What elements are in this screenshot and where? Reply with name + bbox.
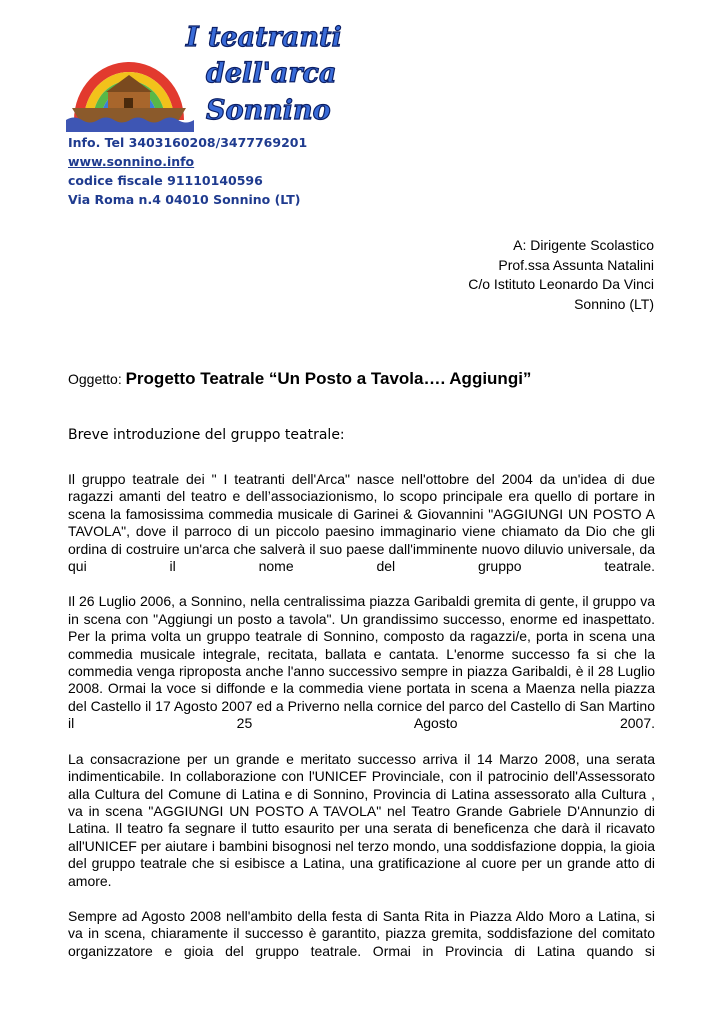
rainbow-ark-icon: [66, 62, 194, 132]
website-link[interactable]: www.sonnino.info: [68, 154, 195, 169]
contact-fiscal-code: codice fiscale 91110140596: [68, 173, 263, 188]
recipient-line: Sonnino (LT): [574, 295, 654, 312]
body-paragraph: Sempre ad Agosto 2008 nell'ambito della festa di Santa Rita in Piazza Aldo Moro a Latina, si va in scena, chiaramente il successo è garantito, piazza gremita, soddisfazione del comitato organizzatore e gioia del gruppo teatrale. Ormai in Provincia di Latina quando si: [68, 907, 655, 959]
recipient-line: Prof.ssa Assunta Natalini: [498, 256, 654, 273]
logo-line-1: I teatranti: [186, 22, 342, 53]
logo: [66, 20, 356, 132]
logo-line-2: dell'arca: [206, 58, 337, 89]
subject-line: [68, 369, 531, 389]
recipient-line: C/o Istituto Leonardo Da Vinci: [468, 276, 654, 292]
body-paragraph: La consacrazione per un grande e meritato successo arriva il 14 Marzo 2008, una serata indimenticabile. In collaborazione con l'UNICEF Provinciale, con il patrocinio dell'Assessorato alla Cultura del Comune di Latina e di Sonnino, Provincia di Latina assessorato alla Cultura , va in scena "AGGIUNGI UN POSTO A TAVOLA" nel Teatro Grande Gabriele D'Annunzio di Latina. Il teatro fa segnare il tutto esaurito per una serata di beneficenza che darà il ricavato all'UNICEF per aiutare i bambini bisognosi nel terzo mondo, una soddisfazione doppia, la gioia del gruppo teatrale che si esibisce a Latina, una gratificazione al cuore per un grande atto di amore.: [68, 750, 655, 889]
subject-title: Progetto Teatrale “Un Posto a Tavola…. Aggiungi”: [125, 369, 532, 388]
body-paragraph: Il 26 Luglio 2006, a Sonnino, nella centralissima piazza Garibaldi gremita di gente, il gruppo va in scena con "Aggiungi un posto a tavola". Un grandissimo successo, enorme ed inaspettato. Per la prima volta un gruppo teatrale di Sonnino, composto da ragazzi/e, porta in scena una commedia musicale integrale, recitata, ballata e cantata. L'enorme successo fa si che la commedia venga riproposta anche l'anno successivo sempre in piazza Garibaldi, è il 28 Luglio 2008. Ormai la voce si diffonde e la commedia viene portata in scena a Maenza nella piazza del Castello il 17 Agosto 2007 ed a Priverno nella cornice del parco del Castello di San Martino il 25 Agosto 2007.: [68, 593, 655, 732]
contact-block: [68, 133, 307, 209]
recipient-line: A: Dirigente Scolastico: [513, 237, 654, 253]
recipient-block: [468, 236, 654, 314]
contact-phone: Info. Tel 3403160208/3477769201: [68, 135, 308, 150]
letter-body: [68, 471, 655, 978]
logo-line-3: Sonnino: [206, 95, 331, 126]
body-paragraph: Il gruppo teatrale dei " I teatranti dell'Arca" nasce nell'ottobre del 2004 da un'idea di due ragazzi amanti del teatro e dell’associazionismo, lo scopo principale era quello di portare in scena la famosissima commedia musicale di Garinei & Giovannini "AGGIUNGI UN POSTO A TAVOLA", dove il parroco di un piccolo paesino immaginario viene chiamato da Dio che gli ordina di costruire un'arca che salverà il suo paese dall'imminente nuovo diluvio universale, da qui il nome del gruppo teatrale.: [68, 471, 655, 575]
contact-address: Via Roma n.4 04010 Sonnino (LT): [68, 192, 301, 207]
subject-label: Oggetto:: [68, 371, 126, 387]
intro-heading: Breve introduzione del gruppo teatrale:: [68, 427, 345, 443]
